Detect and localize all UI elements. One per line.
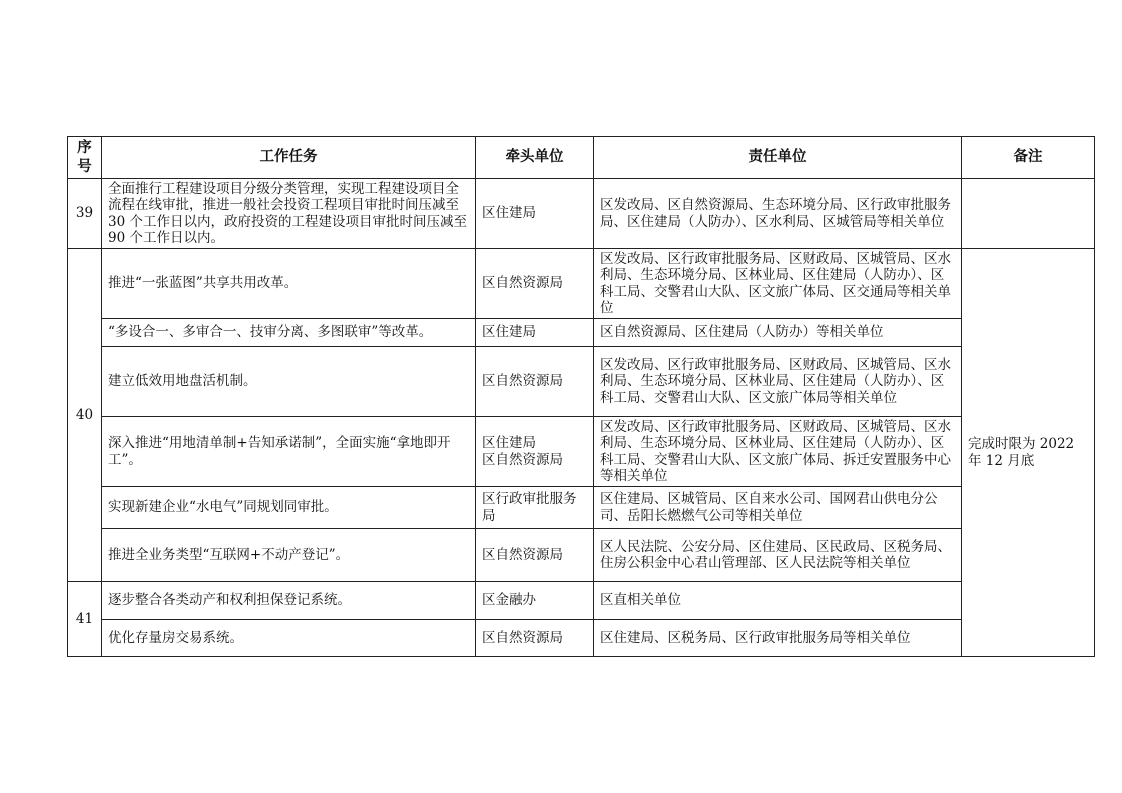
task-header: 工作任务 — [102, 137, 476, 179]
responsible-unit-cell: 区发改局、区行政审批服务局、区财政局、区城管局、区水利局、生态环境分局、区林业局、区住建局（人防办）、区科工局、交警君山大队、区文旅广体局、拆迁安置服务中心等相关单位 — [594, 417, 962, 487]
responsible-unit-cell: 区人民法院、公安分局、区住建局、区民政局、区税务局、住房公积金中心君山管理部、区人民法院等相关单位 — [594, 529, 962, 582]
task-cell: “多设合一、多审合一、技审分离、多图联审”等改革。 — [102, 319, 476, 347]
task-cell: 深入推进“用地清单制+告知承诺制”，全面实施“拿地即开工”。 — [102, 417, 476, 487]
table-row — [68, 487, 1095, 529]
table-row — [68, 347, 1095, 417]
responsible-unit-cell: 区住建局、区城管局、区自来水公司、国网君山供电分公司、岳阳长燃燃气公司等相关单位 — [594, 487, 962, 529]
task-cell: 全面推行工程建设项目分级分类管理，实现工程建设项目全流程在线审批，推进一般社会投资工程项目审批时间压减至 30 个工作日以内，政府投资的工程建设项目审批时间压减至 90 个工作日以内。 — [102, 179, 476, 249]
seq-cell: 39 — [68, 179, 102, 249]
task-cell: 逐步整合各类动产和权利担保登记系统。 — [102, 582, 476, 620]
table-row — [68, 620, 1095, 657]
lead-unit-line: 区住建局 — [482, 435, 536, 451]
table-row — [68, 417, 1095, 487]
table-row — [68, 319, 1095, 347]
lead-unit-cell: 区金融办 — [476, 582, 594, 620]
lead-unit-cell: 区自然资源局 — [476, 620, 594, 657]
table-row — [68, 249, 1095, 319]
table-row — [68, 179, 1095, 249]
seq-cell: 41 — [68, 582, 102, 657]
task-cell: 推进全业务类型“互联网+不动产登记”。 — [102, 529, 476, 582]
task-cell: 实现新建企业“水电气”同规划同审批。 — [102, 487, 476, 529]
note-cell-empty — [962, 179, 1095, 249]
task-cell: 优化存量房交易系统。 — [102, 620, 476, 657]
lead-unit-cell — [476, 417, 594, 487]
lead-unit-cell: 区自然资源局 — [476, 347, 594, 417]
responsible-unit-cell: 区直相关单位 — [594, 582, 962, 620]
responsible-unit-cell: 区住建局、区税务局、区行政审批服务局等相关单位 — [594, 620, 962, 657]
note-header: 备注 — [962, 137, 1095, 179]
lead-unit-cell: 区住建局 — [476, 319, 594, 347]
seq-header-line1: 序 — [77, 139, 92, 156]
task-cell: 建立低效用地盘活机制。 — [102, 347, 476, 417]
lead-unit-cell: 区行政审批服务局 — [476, 487, 594, 529]
lead-unit-header: 牵头单位 — [476, 137, 594, 179]
seq-header-line2: 号 — [77, 158, 92, 175]
task-cell: 推进“一张蓝图”共享共用改革。 — [102, 249, 476, 319]
table-row — [68, 529, 1095, 582]
responsible-unit-cell: 区自然资源局、区住建局（人防办）等相关单位 — [594, 319, 962, 347]
seq-cell: 40 — [68, 249, 102, 582]
lead-unit-line: 区自然资源局 — [482, 451, 563, 468]
header-row — [68, 137, 1095, 179]
responsible-unit-header: 责任单位 — [594, 137, 962, 179]
task-table — [67, 136, 1095, 657]
seq-header — [68, 137, 102, 179]
responsible-unit-cell: 区发改局、区自然资源局、生态环境分局、区行政审批服务局、区住建局（人防办）、区水利局、区城管局等相关单位 — [594, 179, 962, 249]
responsible-unit-cell: 区发改局、区行政审批服务局、区财政局、区城管局、区水利局、生态环境分局、区林业局、区住建局（人防办）、区科工局、交警君山大队、区文旅广体局、区交通局等相关单位 — [594, 249, 962, 319]
table-row — [68, 582, 1095, 620]
responsible-unit-cell: 区发改局、区行政审批服务局、区财政局、区城管局、区水利局、生态环境分局、区林业局、区住建局（人防办）、区科工局、交警君山大队、区文旅广体局等相关单位 — [594, 347, 962, 417]
lead-unit-cell: 区自然资源局 — [476, 249, 594, 319]
lead-unit-cell: 区住建局 — [476, 179, 594, 249]
note-cell: 完成时限为 2022 年 12 月底 — [962, 249, 1095, 657]
lead-unit-cell: 区自然资源局 — [476, 529, 594, 582]
